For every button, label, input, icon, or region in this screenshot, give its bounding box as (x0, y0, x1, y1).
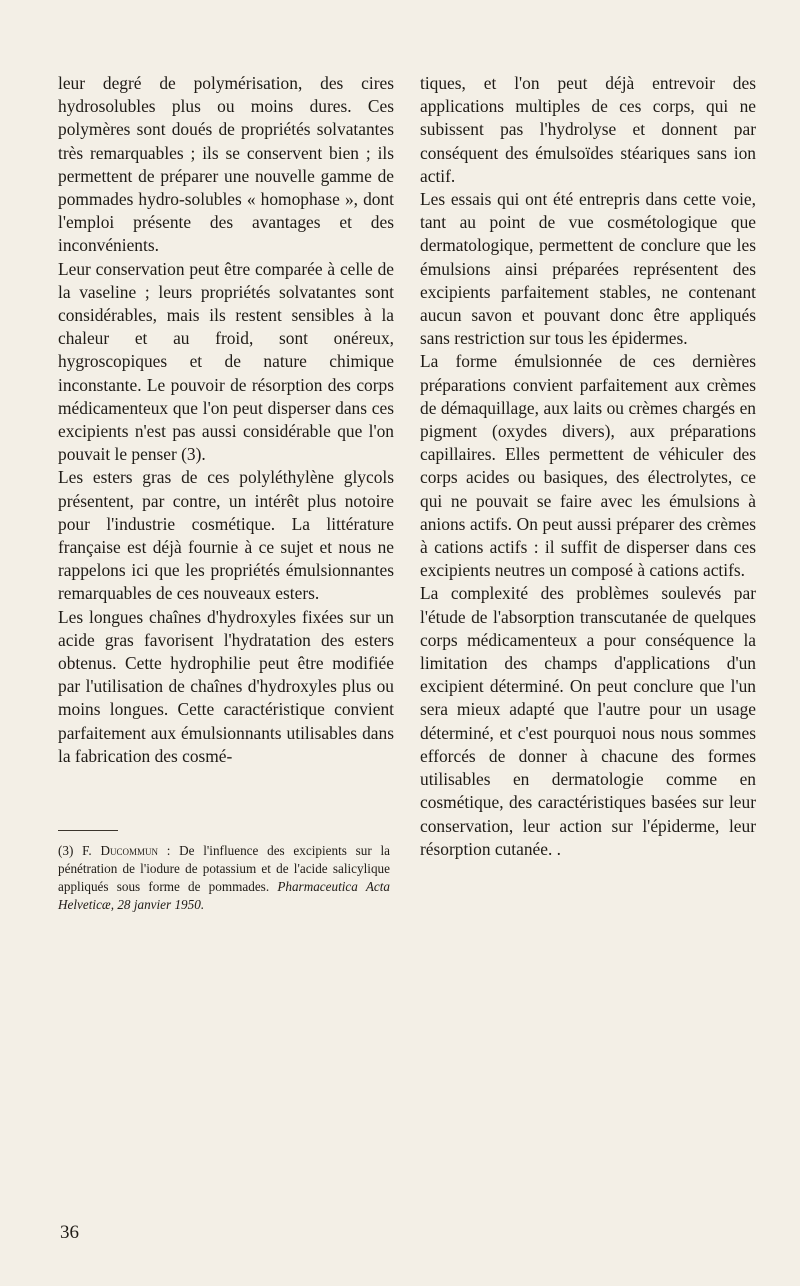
paragraph: leur degré de polymérisation, des cires hydrosolubles plus ou moins dures. Ces polymères sont doués de propriétés solvatantes très remarquables ; ils se conservent bien ; ils permettent de préparer une nouvelle gamme de pommades hydro-solubles « homophase », dont l'emploi présente des avantages et des inconvénients. (58, 73, 394, 256)
footnote-journal: Pharmaceutica Acta Helveticæ, (58, 879, 390, 912)
footnote-date: 28 janvier 1950. (114, 897, 205, 912)
footnote-marker: (3) (58, 843, 74, 858)
paragraph: La complexité des problèmes soulevés par l'étude de l'absorption transcutanée de quelques corps médicamenteux a pour conséquence la limitation des champs d'applications d'un excipient déterminé. On peut conclure que l'un sera mieux adapté que l'autre pour un usage déterminé, et c'est pourquoi nous nous sommes efforcés de donner à chacune des formes utilisables en dermatologie comme en cosmétique, des caractéristiques basées sur leur conservation, leur action sur l'épiderme, leur résorption cutanée. . (420, 583, 756, 859)
footnote-text: : De l'influence des excipients sur la pénétration de l'iodure de potassium et de l'acide salicylique appliqués sous forme de pommades. (58, 843, 391, 894)
footnote-author: F. Ducommun (82, 843, 158, 858)
footnote (58, 842, 390, 914)
paragraph: tiques, et l'on peut déjà entrevoir des applications multiples de ces corps, qui ne subissent pas l'hydrolyse et donnent par conséquent des émulsoïdes stéariques sans ion actif. (420, 73, 756, 186)
left-column (58, 72, 394, 768)
paragraph: Les esters gras de ces polyléthylène glycols présentent, par contre, un intérêt plus notoire pour l'industrie cosmétique. La littérature française est déjà fournie à ce sujet et nous ne rappelons ici que les propriétés émulsionnantes remarquables de ces nouveaux esters. (58, 467, 394, 604)
right-column (420, 72, 756, 861)
paragraph: La forme émulsionnée de ces dernières préparations convient parfaitement aux crèmes de démaquillage, aux laits ou crèmes chargés en pigment (oxydes divers), aux préparations capillaires. Elles permettent de véhiculer des corps acides ou basiques, des électrolytes, ce qui ne pouvait se faire avec les émulsions à anions actifs. On peut aussi préparer des crèmes à cations actifs : il suffit de disperser dans ces excipients neutres un composé à cations actifs. (420, 351, 756, 581)
paragraph: Les essais qui ont été entrepris dans cette voie, tant au point de vue cosmétologique que dermatologique, permettent de conclure que les émulsions ainsi préparées représentent des excipients parfaitement stables, ne contenant aucun savon et pouvant donc être appliqués sans restriction sur tous les épidermes. (420, 189, 756, 349)
paragraph: Leur conservation peut être comparée à celle de la vaseline ; leurs propriétés solvatantes sont considérables, mais ils restent sensibles à la chaleur et au froid, sont onéreux, hygroscopiques et de nature chimique inconstante. Le pouvoir de résorption des corps médicamenteux que l'on peut disperser dans ces excipients n'est pas aussi considérable que l'on pouvait le penser (3). (58, 258, 394, 465)
footnote-divider (58, 830, 118, 831)
paragraph: Les longues chaînes d'hydroxyles fixées sur un acide gras favorisent l'hydratation des esters obtenus. Cette hydrophilie peut être modifiée par l'utilisation de chaînes d'hydroxyles plus ou moins longues. Cette caractéristique convient parfaitement aux émulsionnants utilisables dans la fabrication des cosmé- (58, 606, 394, 766)
page-number: 36 (60, 1222, 79, 1243)
